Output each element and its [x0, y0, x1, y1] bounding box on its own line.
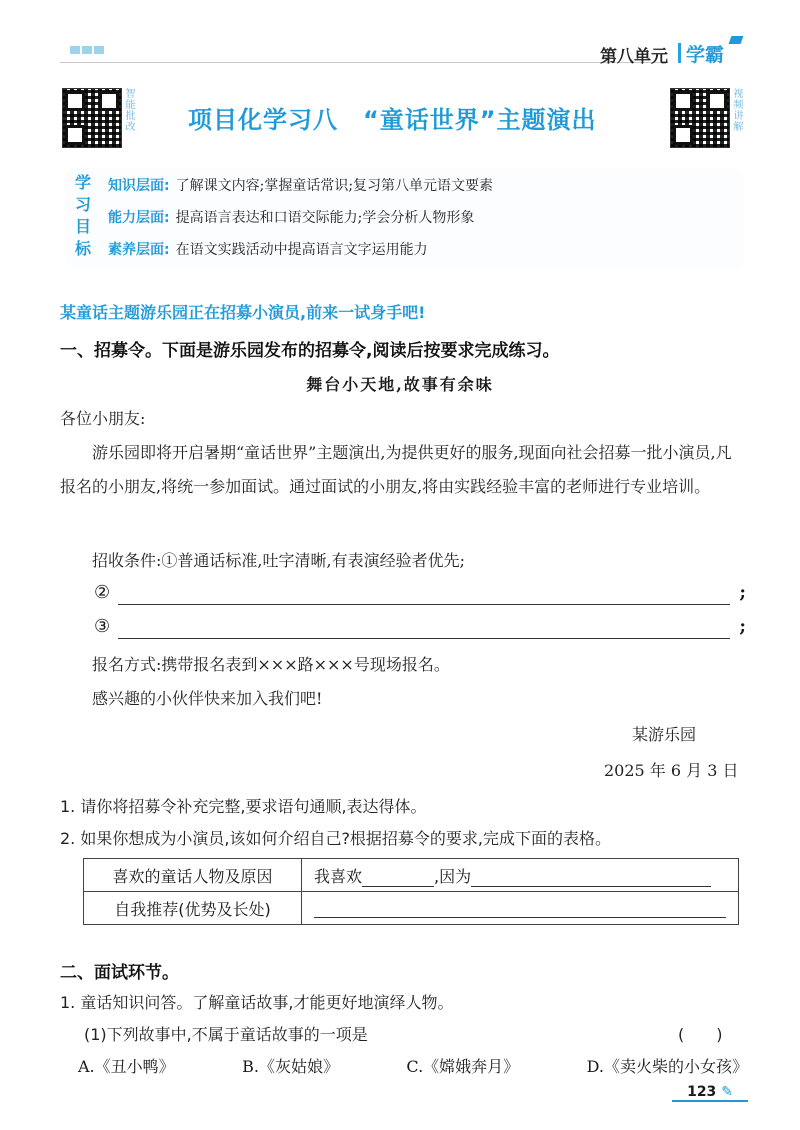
sub-question-1: (1)下列故事中,不属于童话故事的一项是 [84, 1025, 368, 1044]
intro-table [83, 858, 739, 925]
notice-conditions: 招收条件:①普通话标准,吐字清晰,有表演经验者优先; [92, 551, 465, 570]
option-b[interactable]: B.《灰姑娘》 [242, 1057, 339, 1076]
section2-question-1: 1. 童话知识问答。了解童话故事,才能更好地演绎人物。 [60, 993, 454, 1012]
page-title: 项目化学习八 “童话世界”主题演出 [188, 106, 597, 134]
lead-text: 某童话主题游乐园正在招募小演员,前来一试身手吧! [60, 303, 426, 322]
section2-heading: 二、面试环节。 [60, 963, 179, 983]
objective-ability: 能力层面: 提高语言表达和口语交际能力;学会分析人物形象 [108, 210, 475, 226]
header-divider [678, 43, 681, 63]
qr-code-left[interactable] [62, 88, 122, 148]
option-c[interactable]: C.《嫦娥奔月》 [406, 1057, 520, 1076]
page-number: 123 ✎ [672, 1084, 748, 1102]
condition-3-blank[interactable]: ③ ; [94, 616, 746, 637]
header-rule [60, 62, 660, 63]
notice-signer: 某游乐园 [632, 725, 697, 744]
notice-welcome: 感兴趣的小伙伴快来加入我们吧! [92, 689, 323, 708]
unit-label: 第八单元 [600, 47, 668, 67]
qr-code-right[interactable] [670, 88, 730, 148]
table-row-head: 喜欢的童话人物及原因 [84, 859, 302, 892]
notice-date: 2025 年 6 月 3 日 [604, 761, 739, 780]
objectives-side-label: 学 习 目 标 [74, 173, 91, 258]
option-d[interactable]: D.《卖火柴的小女孩》 [586, 1057, 748, 1076]
brand-logo: 学霸 [686, 44, 725, 66]
notice-body: 游乐园即将开启暑期“童话世界”主题演出,为提供更好的服务,现面向社会招募一批小演员,凡报名的小朋友,将统一参加面试。通过面试的小朋友,将由实践经验丰富的老师进行专业培训。 [60, 443, 732, 496]
condition-2-blank[interactable]: ② ; [94, 582, 746, 603]
graduation-cap-icon [729, 36, 744, 44]
section1-heading: 一、招募令。下面是游乐园发布的招募令,阅读后按要求完成练习。 [60, 341, 560, 361]
question-2: 2. 如果你想成为小演员,该如何介绍自己?根据招募令的要求,完成下面的表格。 [60, 829, 612, 848]
table-row [84, 859, 739, 892]
pencil-icon: ✎ [721, 1084, 733, 1100]
notice-signup: 报名方式:携带报名表到×××路×××号现场报名。 [92, 655, 450, 674]
question-1: 1. 请你将招募令补充完整,要求语句通顺,表达得体。 [60, 797, 427, 816]
self-recommend-cell[interactable] [302, 892, 739, 925]
answer-paren[interactable]: ( ) [678, 1025, 723, 1044]
qr-left-tag: 智能批改 [123, 88, 134, 132]
favorite-character-cell[interactable]: 我喜欢 ,因为 [302, 859, 739, 892]
objective-literacy: 素养层面: 在语文实践活动中提高语言文字运用能力 [108, 242, 428, 258]
option-a[interactable]: A.《丑小鸭》 [78, 1057, 175, 1076]
options [78, 1054, 748, 1077]
header-decoration [70, 46, 104, 54]
qr-right-tag: 视频讲解 [731, 88, 742, 132]
table-row-head: 自我推荐(优势及长处) [84, 892, 302, 925]
notice-greeting: 各位小朋友: [60, 409, 146, 428]
table-row [84, 892, 739, 925]
notice-title: 舞台小天地,故事有余味 [306, 375, 494, 394]
objective-knowledge: 知识层面: 了解课文内容;掌握童话常识;复习第八单元语文要素 [108, 178, 494, 194]
